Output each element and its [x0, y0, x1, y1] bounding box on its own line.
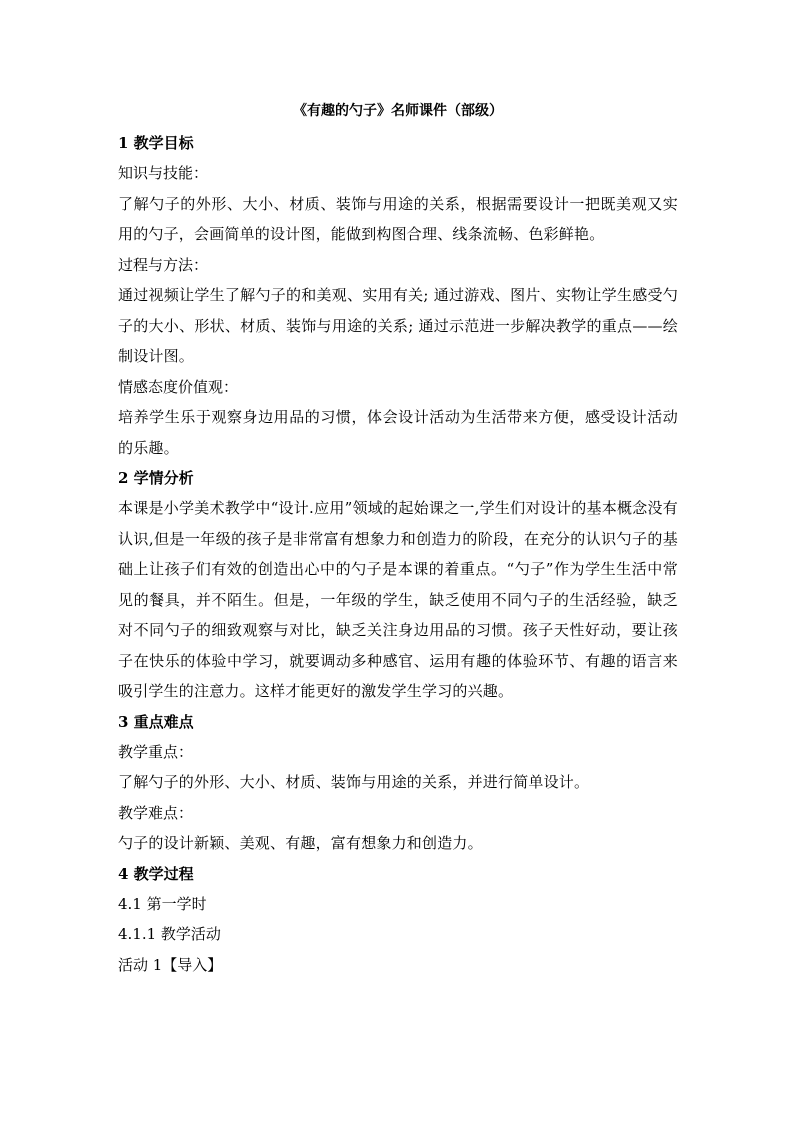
document-title: 《有趣的勺子》名师课件（部级）: [293, 103, 503, 119]
emotion-values-text: 培养学生乐于观察身边用品的习惯，体会设计活动为生活带来方便，感受设计活动的乐趣。: [118, 408, 678, 457]
teaching-difficulty-label: 教学难点：: [118, 803, 194, 822]
knowledge-skills-text: 了解勺子的外形、大小、材质、装饰与用途的关系，根据需要设计一把既美观又实用的勺子，会画简单的设计图，能做到构图合理、线条流畅、色彩鲜艳。: [118, 194, 678, 243]
teaching-difficulty-text: 勺子的设计新颖、美观、有趣，富有想象力和创造力。: [118, 834, 483, 852]
section-heading-teaching-process: 4 教学过程: [118, 864, 194, 883]
section-heading-teaching-goals: 1 教学目标: [118, 134, 194, 152]
section-heading-key-difficulties: 3 重点难点: [118, 712, 194, 731]
teaching-key-label: 教学重点：: [118, 742, 194, 761]
student-analysis-text: 本课是小学美术教学中“设计.应用”领域的起始课之一,学生们对设计的基本概念没有认识,但是一年级的孩子是非常富有想象力和创造力的阶段，在充分的认识勺子的基础上让孩子们有效的创造出心中的勺子是本课的着重点。“勺子”作为学生生活中常见的餐具，并不陌生。但是，一年级的学生，缺乏使用不同勺子的生活经验，缺乏对不同勺子的细致观察与对比，缺乏关注身边用品的习惯。孩子天性好动，要让孩子在快乐的体验中学习，就要调动多种感官、运用有趣的体验环节、有趣的语言来吸引学生的注意力。这样才能更好的激发学生学习的兴趣。: [118, 499, 678, 700]
subsection-first-lesson: 4.1 第一学时: [118, 894, 207, 913]
document-page: [118, 98, 678, 980]
subsection-teaching-activity: 4.1.1 教学活动: [118, 925, 221, 943]
process-methods-text: 通过视频让学生了解勺子的和美观、实用有关; 通过游戏、图片、实物让学生感受勺子的大小、形状、材质、装饰与用途的关系; 通过示范进一步解决教学的重点——绘制设计图。: [118, 286, 678, 365]
process-methods-label: 过程与方法：: [118, 255, 209, 274]
knowledge-skills-label: 知识与技能：: [118, 164, 209, 182]
activity-introduction: 活动 1【导入】: [118, 955, 223, 974]
section-heading-student-analysis: 2 学情分析: [118, 469, 194, 487]
emotion-values-label: 情感态度价值观：: [118, 377, 239, 396]
teaching-key-text: 了解勺子的外形、大小、材质、装饰与用途的关系，并进行简单设计。: [118, 773, 590, 791]
